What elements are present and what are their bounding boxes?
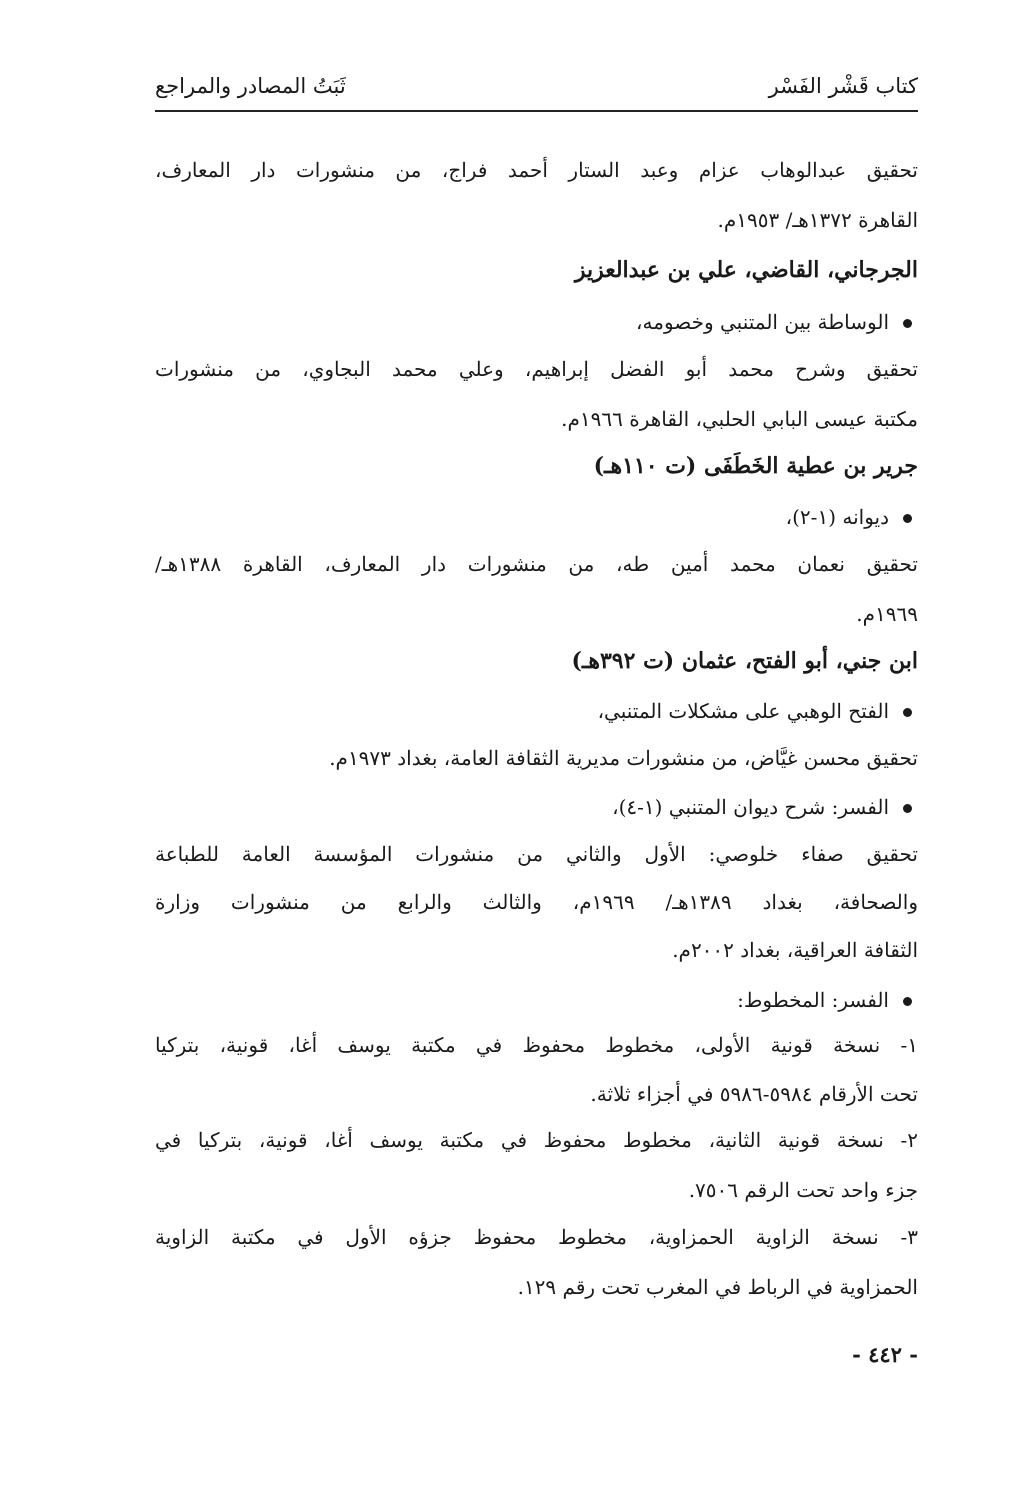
section-title: ثَبَتُ المصادر والمراجع: [155, 74, 346, 98]
text-line: القاهرة ١٣٧٢هـ/ ١٩٥٣م.: [717, 208, 918, 232]
text-line: مكتبة عيسى البابي الحلبي، القاهرة ١٩٦٦م.: [561, 407, 918, 431]
author-heading: ابن جني، أبو الفتح، عثمان (ت ٣٩٢هـ): [571, 648, 918, 674]
header-rule: [155, 110, 918, 112]
text-line: تحت الأرقام ٥٩٨٤-٥٩٨٦ في أجزاء ثلاثة.: [590, 1082, 918, 1106]
text-line: ١- نسخة قونية الأولى، مخطوط محفوظ في مكتبة يوسف أغا، قونية، بتركيا: [155, 1033, 918, 1057]
author-heading: جرير بن عطية الخَطَفَى (ت ١١٠هـ): [593, 453, 918, 479]
text-line: والصحافة، بغداد ١٣٨٩هـ/ ١٩٦٩م، والثالث والرابع من منشورات وزارة: [155, 890, 918, 914]
text-line: تحقيق وشرح محمد أبو الفضل إبراهيم، وعلي محمد البجاوي، من منشورات: [155, 357, 918, 381]
bullet-item: [612, 795, 912, 819]
bullet-icon: [903, 514, 912, 523]
text-line: الثقافة العراقية، بغداد ٢٠٠٢م.: [672, 938, 918, 962]
bullet-text: الفتح الوهبي على مشكلات المتنبي،: [597, 699, 889, 723]
bullet-icon: [903, 804, 912, 813]
bullet-text: الفسر: المخطوط:: [737, 988, 889, 1012]
text-line: ٢- نسخة قونية الثانية، مخطوط محفوظ في مكتبة يوسف أغا، قونية، بتركيا في: [155, 1128, 918, 1152]
text-line: تحقيق صفاء خلوصي: الأول والثاني من منشورات المؤسسة العامة للطباعة: [155, 842, 918, 866]
page-header: [155, 74, 918, 110]
bullet-icon: [903, 997, 912, 1006]
bullet-item: [737, 988, 912, 1012]
text-line: ١٩٦٩م.: [856, 602, 918, 626]
bullet-text: ديوانه (١-٢)،: [785, 505, 889, 529]
bullet-item: [636, 310, 912, 334]
author-heading: الجرجاني، القاضي، علي بن عبدالعزيز: [574, 257, 918, 283]
bullet-text: الفسر: شرح ديوان المتنبي (١-٤)،: [612, 795, 889, 819]
bullet-item: [786, 505, 912, 529]
bullet-text: الوساطة بين المتنبي وخصومه،: [636, 310, 889, 334]
bullet-item: [598, 699, 912, 723]
book-title: كتاب قَشْر الفَسْر: [768, 74, 918, 98]
text-line: ٣- نسخة الزاوية الحمزاوية، مخطوط محفوظ جزؤه الأول في مكتبة الزاوية: [155, 1225, 918, 1249]
text-line: تحقيق محسن غيَّاض، من منشورات مديرية الثقافة العامة، بغداد ١٩٧٣م.: [329, 746, 918, 770]
text-line: تحقيق نعمان محمد أمين طه، من منشورات دار المعارف، القاهرة ١٣٨٨هـ/: [155, 552, 918, 576]
bullet-icon: [903, 319, 912, 328]
bullet-icon: [903, 708, 912, 717]
text-line: تحقيق عبدالوهاب عزام وعبد الستار أحمد فراج، من منشورات دار المعارف،: [155, 158, 918, 182]
text-line: جزء واحد تحت الرقم ٧٥٠٦.: [688, 1178, 918, 1202]
text-line: الحمزاوية في الرباط في المغرب تحت رقم ١٢٩.: [517, 1275, 918, 1299]
page-number: - ٤٤٢ -: [852, 1342, 918, 1367]
